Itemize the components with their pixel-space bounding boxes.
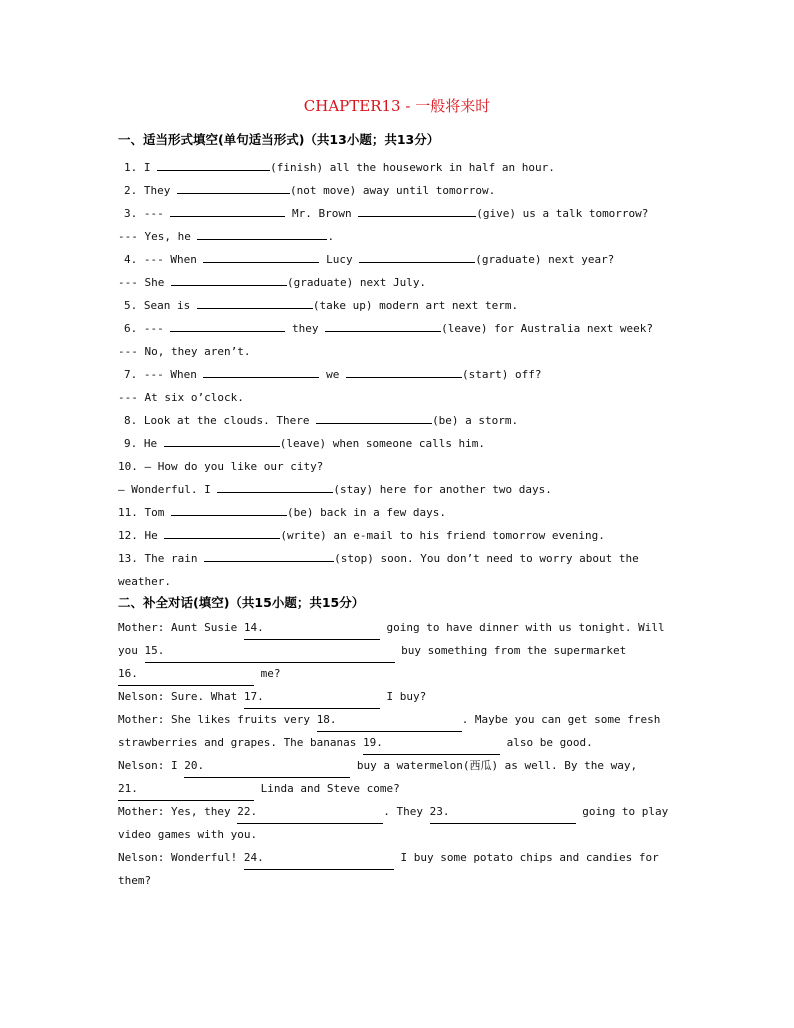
answer-blank-24[interactable]: 24. [244,846,394,870]
question-number: 4. [124,253,138,266]
question-text: --- When [143,253,204,266]
question-text: (stop) soon. You don’t need to worry about the [334,552,639,565]
dialogue-text: I buy? [379,690,427,703]
question-4-answer-line [118,271,678,294]
dialogue-text: Nelson: Wonderful! [118,851,244,864]
dialogue-text: Nelson: I [118,759,185,772]
question-number: 10. [118,460,138,473]
answer-blank-16[interactable]: 16. [118,662,254,686]
question-text: He [144,529,165,542]
question-text: Look at the clouds. There [143,414,317,427]
question-text: (finish) all the housework in half an hour. [270,161,555,174]
question-text: they [285,322,326,335]
question-text: --- No, they aren’t. [118,345,251,358]
dialogue-line [118,616,678,639]
answer-blank[interactable] [325,319,441,332]
question-10 [118,455,678,478]
question-2 [118,179,678,202]
answer-blank-14[interactable]: 14. [244,616,380,640]
page-title: CHAPTER13 - 一般将来时 [303,97,491,115]
question-text: He [143,437,164,450]
answer-blank[interactable] [359,250,475,263]
answer-blank[interactable] [157,158,270,171]
dialogue-text: video games with you. [118,828,258,841]
question-text: (leave) for Australia next week? [441,322,654,335]
question-text: (be) back in a few days. [287,506,446,519]
question-text: Mr. Brown [285,207,359,220]
answer-blank-22[interactable]: 22. [237,800,383,824]
question-text: — How do you like our city? [144,460,324,473]
answer-blank[interactable] [316,411,432,424]
question-text: (graduate) next July. [286,276,427,289]
dialogue-line [118,754,678,777]
dialogue-text: Linda and Steve come? [254,782,400,795]
question-text: Sean is [143,299,197,312]
question-5 [118,294,678,317]
question-text: --- [143,207,171,220]
question-7 [118,363,678,386]
dialogue-text: buy something from the supermarket [394,644,627,657]
question-number: 2. [124,184,138,197]
dialogue-line [118,639,678,662]
question-12 [118,524,678,547]
answer-blank[interactable] [177,181,290,194]
dialogue-text: them? [118,874,152,887]
question-1 [118,156,678,179]
dialogue-text: me? [254,667,281,680]
answer-blank[interactable] [197,296,313,309]
question-text: (stay) here for another two days. [333,483,552,496]
section2-dialogue [118,616,678,892]
answer-blank[interactable] [171,503,287,516]
answer-blank-21[interactable]: 21. [118,777,254,801]
question-3-answer-line [118,225,678,248]
answer-blank[interactable] [204,549,334,562]
question-number: 3. [124,207,138,220]
question-text: (start) off? [461,368,542,381]
answer-blank[interactable] [164,434,280,447]
answer-blank[interactable] [171,273,287,286]
dialogue-text: strawberries and grapes. The bananas [118,736,364,749]
question-number: 13. [118,552,138,565]
dialogue-line [118,777,678,800]
dialogue-line [118,846,678,869]
question-text: weather. [118,575,171,588]
answer-blank[interactable] [170,319,285,332]
question-13 [118,547,678,570]
question-text: The rain [144,552,205,565]
question-text: (be) a storm. [432,414,519,427]
answer-blank-23[interactable]: 23. [430,800,576,824]
question-text: I [143,161,158,174]
section1-questions [118,156,678,593]
question-text: (write) an e-mail to his friend tomorrow evening. [280,529,605,542]
question-11 [118,501,678,524]
question-text: --- Yes, he [118,230,198,243]
dialogue-text: . They [383,805,430,818]
dialogue-text: Mother: Aunt Susie [118,621,244,634]
dialogue-text: Mother: She likes fruits very [118,713,317,726]
dialogue-line [118,662,678,685]
question-6 [118,317,678,340]
dialogue-line [118,731,678,754]
dialogue-text: going to play [575,805,669,818]
question-text: --- She [118,276,171,289]
dialogue-line [118,869,678,892]
question-number: 12. [118,529,138,542]
dialogue-text: I buy some potato chips and candies for [393,851,659,864]
question-text: (leave) when someone calls him. [279,437,486,450]
dialogue-text: . Maybe you can get some fresh [461,713,661,726]
section1-heading: 一、适当形式填空(单句适当形式)（共13小题；共13分） [118,132,440,147]
question-text: . [327,230,335,243]
answer-blank-18[interactable]: 18. [317,708,462,732]
answer-blank[interactable] [217,480,333,493]
section2-heading: 二、补全对话(填空)（共15小题；共15分） [118,595,365,610]
question-text: we [319,368,346,381]
answer-blank[interactable] [164,526,280,539]
question-number: 1. [124,161,138,174]
answer-blank-20[interactable]: 20. [184,754,350,778]
answer-blank[interactable] [346,365,462,378]
question-number: 11. [118,506,138,519]
dialogue-line [118,823,678,846]
dialogue-text: buy a watermelon(西瓜) as well. By the way, [350,759,638,772]
question-4 [118,248,678,271]
dialogue-text: Nelson: Sure. What [118,690,244,703]
question-text: — Wonderful. I [118,483,218,496]
question-number: 9. [124,437,138,450]
question-text: (graduate) next year? [475,253,615,266]
question-text: Tom [144,506,171,519]
answer-blank-15[interactable]: 15. [145,639,395,663]
answer-blank[interactable] [358,204,476,217]
question-7-answer-line [118,386,678,409]
question-9 [118,432,678,455]
question-text: (give) us a talk tomorrow? [476,207,649,220]
question-text: --- [143,322,171,335]
dialogue-line [118,708,678,731]
dialogue-text: Mother: Yes, they [118,805,238,818]
answer-blank-17[interactable]: 17. [244,685,380,709]
dialogue-line [118,685,678,708]
question-3 [118,202,678,225]
question-text: --- When [143,368,204,381]
question-number: 7. [124,368,138,381]
dialogue-text: going to have dinner with us tonight. Will [379,621,665,634]
question-6-answer-line [118,340,678,363]
answer-blank[interactable] [170,204,285,217]
question-text: (take up) modern art next term. [312,299,519,312]
question-10-answer-line [118,478,678,501]
dialogue-text: also be good. [500,736,593,749]
question-text: They [143,184,177,197]
answer-blank[interactable] [203,250,319,263]
answer-blank[interactable] [197,227,327,240]
question-text: Lucy [319,253,360,266]
answer-blank[interactable] [203,365,319,378]
question-number: 6. [124,322,138,335]
question-8 [118,409,678,432]
question-13-answer-line [118,570,678,593]
question-text: (not move) away until tomorrow. [290,184,496,197]
question-number: 8. [124,414,138,427]
dialogue-line [118,800,678,823]
question-number: 5. [124,299,138,312]
answer-blank-19[interactable]: 19. [363,731,500,755]
dialogue-text: you [118,644,145,657]
question-text: --- At six o’clock. [118,391,244,404]
